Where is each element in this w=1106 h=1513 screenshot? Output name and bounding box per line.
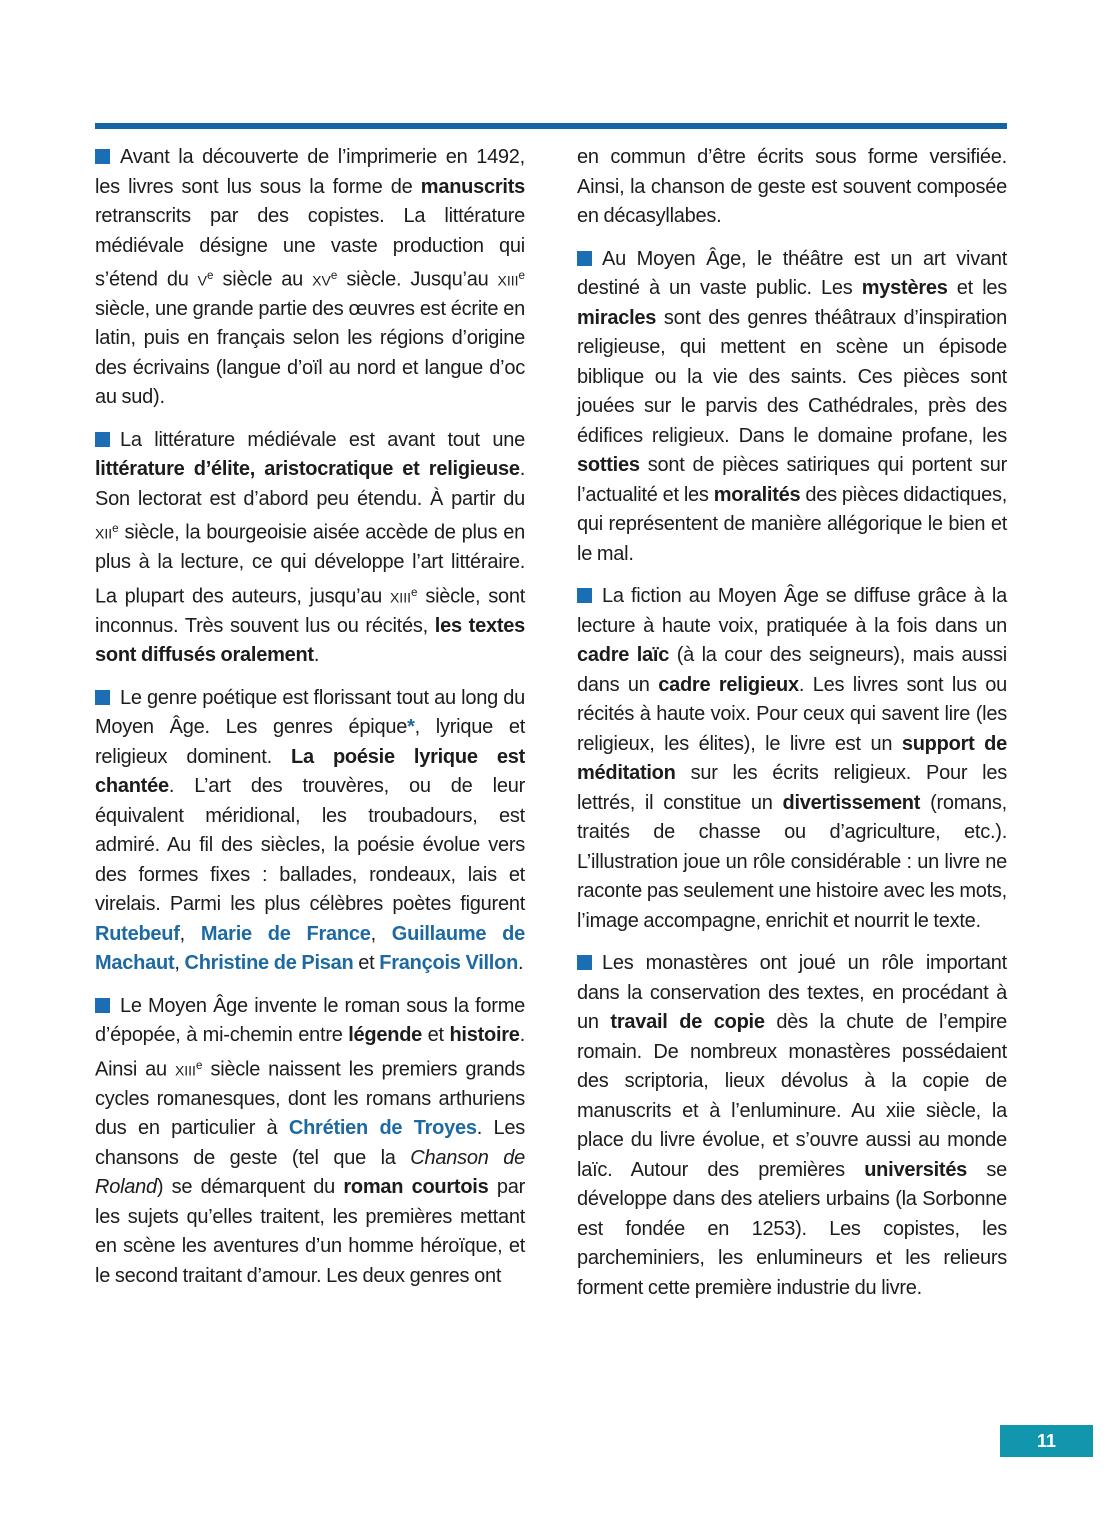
- bold-term: manuscrits: [420, 175, 525, 198]
- text-run: et: [422, 1024, 450, 1047]
- author-name: Guillaume de Machaut: [95, 922, 525, 975]
- superscript-e: e: [410, 585, 418, 599]
- text-run: , lyrique et religieux dominent.: [95, 716, 525, 768]
- text-run: Avant la découverte de l’imprimerie en 1492, les livres sont lus sous la forme de: [95, 146, 525, 198]
- right-column: [577, 143, 1007, 1316]
- page-number-badge: [1000, 1425, 1093, 1457]
- bold-term: roman courtois: [343, 1176, 489, 1198]
- text-run: siècle. Jusqu’au: [337, 268, 498, 291]
- text-run: La fiction au Moyen Âge se diffuse grâce à la lecture à haute voix, pratiquée à la fois dans un: [577, 585, 1007, 637]
- text-run: siècle au: [213, 268, 313, 291]
- bold-term: cadre religieux: [658, 673, 799, 696]
- bold-term: moralités: [713, 483, 801, 506]
- bold-term: sotties: [577, 454, 640, 476]
- asterisk-note-marker: *: [407, 716, 415, 739]
- text-run: ,: [174, 952, 185, 975]
- paragraph-bullet-icon: [95, 998, 110, 1013]
- text-run: .: [518, 952, 524, 975]
- text-run: en commun d’être écrits sous forme versifiée. Ainsi, la chanson de geste est souvent composée en décasyllabes.: [577, 146, 1007, 227]
- paragraph-bullet-icon: [95, 690, 110, 705]
- roman-numeral: xiii: [389, 585, 411, 608]
- paragraph: [95, 143, 525, 413]
- text-run: par les sujets qu’elles traitent, les premières mettant en scène les aventures d’un homme héroïque, et le second traitant d’amour. Les deux genres ont: [95, 1176, 525, 1287]
- text-run: Les monastères ont joué un rôle important dans la conservation des textes, en procédant à un: [577, 952, 1007, 1033]
- text-run: se développe dans des ateliers urbains (la Sorbonne est fondée en 1253). Les copistes, les parcheminiers, les enlumineurs et les relieurs forment cette première industrie du livre.: [577, 1158, 1008, 1299]
- author-name: Chrétien de Troyes: [288, 1117, 477, 1139]
- bold-term: divertissement: [782, 791, 921, 814]
- paragraph-bullet-icon: [95, 432, 110, 447]
- superscript-e: e: [112, 522, 119, 536]
- text-run: siècle, la bourgeoisie aisée accède de plus en plus à la lecture, ce qui développe l’art littéraire. La plupart des auteurs, jusqu’au: [95, 521, 525, 608]
- author-name: Marie de France: [200, 922, 371, 945]
- text-run: Le genre poétique est florissant tout au long du Moyen Âge. Les genres épique: [95, 686, 525, 739]
- text-run: Au Moyen Âge, le théâtre est un art vivant destiné à un vaste public. Les: [577, 247, 1007, 299]
- text-run: retranscrits par des copistes. La littérature médiévale désigne une vaste production qui s’étend du: [95, 205, 525, 291]
- text-run: et: [353, 952, 380, 975]
- bold-term: universités: [864, 1158, 968, 1181]
- text-run: (romans, traités de chasse ou d’agriculture, etc.). L’illustration joue un rôle considérable : un livre ne raconte pas seulement une histoire avec les mots, l’image accompagne, enrichit et nourrit le texte.: [577, 791, 1007, 932]
- paragraph: [577, 143, 1007, 232]
- left-column: [95, 143, 525, 1316]
- paragraph-bullet-icon: [95, 149, 110, 164]
- text-run: La littérature médiévale est avant tout une: [120, 428, 525, 451]
- bold-term: support de méditation: [577, 732, 1007, 784]
- text-run: . Ainsi au: [95, 1024, 525, 1080]
- text-run: des pièces didactiques, qui représentent de manière allégorique le bien et le mal.: [577, 483, 1008, 565]
- text-run: sont de pièces satiriques qui portent sur l’actualité et les: [577, 454, 1007, 506]
- paragraph-bullet-icon: [577, 955, 592, 970]
- page-number: 11: [1036, 1430, 1057, 1451]
- text-run: . Les livres sont lus ou récités à haute voix. Pour ceux qui savent lire (les religieux, les élites), le livre est un: [577, 673, 1007, 755]
- paragraph: [95, 992, 525, 1291]
- paragraph: [577, 582, 1007, 936]
- superscript-e: e: [518, 269, 525, 282]
- bold-term: littérature d’élite, aristocratique et religieuse: [95, 458, 520, 481]
- bold-term: histoire: [449, 1024, 520, 1047]
- text-run: et les: [947, 277, 1008, 299]
- text-run: ) se démarquent du: [156, 1176, 344, 1198]
- bold-term: légende: [348, 1024, 423, 1047]
- roman-numeral: v: [197, 268, 208, 291]
- text-run: . L’art des trouvères, ou de leur équivalent méridional, les troubadours, est admiré. Au fil des siècles, la poésie évolue vers des formes fixes : ballades, rondeaux, lais et virelais. Parmi les plus célèbres poètes figurent: [95, 775, 525, 916]
- superscript-e: e: [207, 269, 214, 282]
- text-run: siècle naissent les premiers grands cycles romanesques, dont les romans arthuriens dus en particulier à: [95, 1058, 525, 1139]
- bold-term: les textes sont diffusés oralement: [95, 614, 525, 667]
- superscript-e: e: [195, 1058, 203, 1072]
- roman-numeral: xiii: [174, 1058, 196, 1080]
- text-run: Le Moyen Âge invente le roman sous la forme d’épopée, à mi-chemin entre: [95, 994, 525, 1047]
- roman-numeral: xv: [312, 268, 331, 291]
- italic-title: Chanson de Roland: [95, 1146, 525, 1198]
- text-run: siècle, sont inconnus. Très souvent lus ou récités,: [95, 585, 525, 637]
- text-run: .: [313, 644, 320, 667]
- paragraph: [577, 949, 1007, 1303]
- article-body: [95, 143, 1007, 1316]
- paragraph-bullet-icon: [577, 251, 592, 266]
- bold-term: La poésie lyrique est chantée: [95, 745, 525, 798]
- text-run: . Les chansons de geste (tel que la: [95, 1117, 526, 1169]
- roman-numeral: xii: [95, 521, 113, 544]
- bold-term: mystères: [861, 277, 948, 299]
- author-name: Christine de Pisan: [184, 952, 354, 975]
- text-run: sur les écrits religieux. Pour les lettrés, il constitue un: [577, 762, 1007, 814]
- text-run: siècle, une grande partie des œuvres est écrite en latin, puis en français selon les régions d’origine des écrivains (langue d’oïl au nord et langue d’oc au sud).: [95, 297, 525, 409]
- text-run: (à la cour des seigneurs), mais aussi dans un: [577, 644, 1007, 696]
- bold-term: miracles: [577, 306, 657, 329]
- text-run: dès la chute de l’empire romain. De nombreux monastères possédaient des scriptoria, lieux dévolus à la copie de manuscrits et à l’enluminure. Au xiie siècle, la place du livre évolue, et s’ouvre aussi au monde laïc. Autour des premières: [577, 1011, 1007, 1181]
- text-run: ,: [370, 922, 392, 945]
- top-divider: [95, 123, 1007, 129]
- paragraph-bullet-icon: [577, 588, 592, 603]
- bold-term: travail de copie: [610, 1011, 765, 1033]
- text-run: sont des genres théâtraux d’inspiration religieuse, qui mettent en scène un épisode biblique ou la vie des saints. Ces pièces sont jouées sur le parvis des Cathédrales, près des édifices religieux. Dans le domaine profane, les: [577, 306, 1007, 447]
- paragraph: [95, 426, 525, 671]
- text-run: ,: [179, 922, 201, 945]
- paragraph: [95, 684, 525, 979]
- paragraph: [577, 245, 1007, 570]
- roman-numeral: xiii: [497, 268, 519, 291]
- bold-term: cadre laïc: [577, 644, 670, 666]
- superscript-e: e: [330, 269, 338, 282]
- author-name: Rutebeuf: [95, 922, 180, 945]
- author-name: François Villon: [379, 952, 519, 975]
- text-run: . Son lectorat est d’abord peu étendu. À partir du: [95, 458, 525, 510]
